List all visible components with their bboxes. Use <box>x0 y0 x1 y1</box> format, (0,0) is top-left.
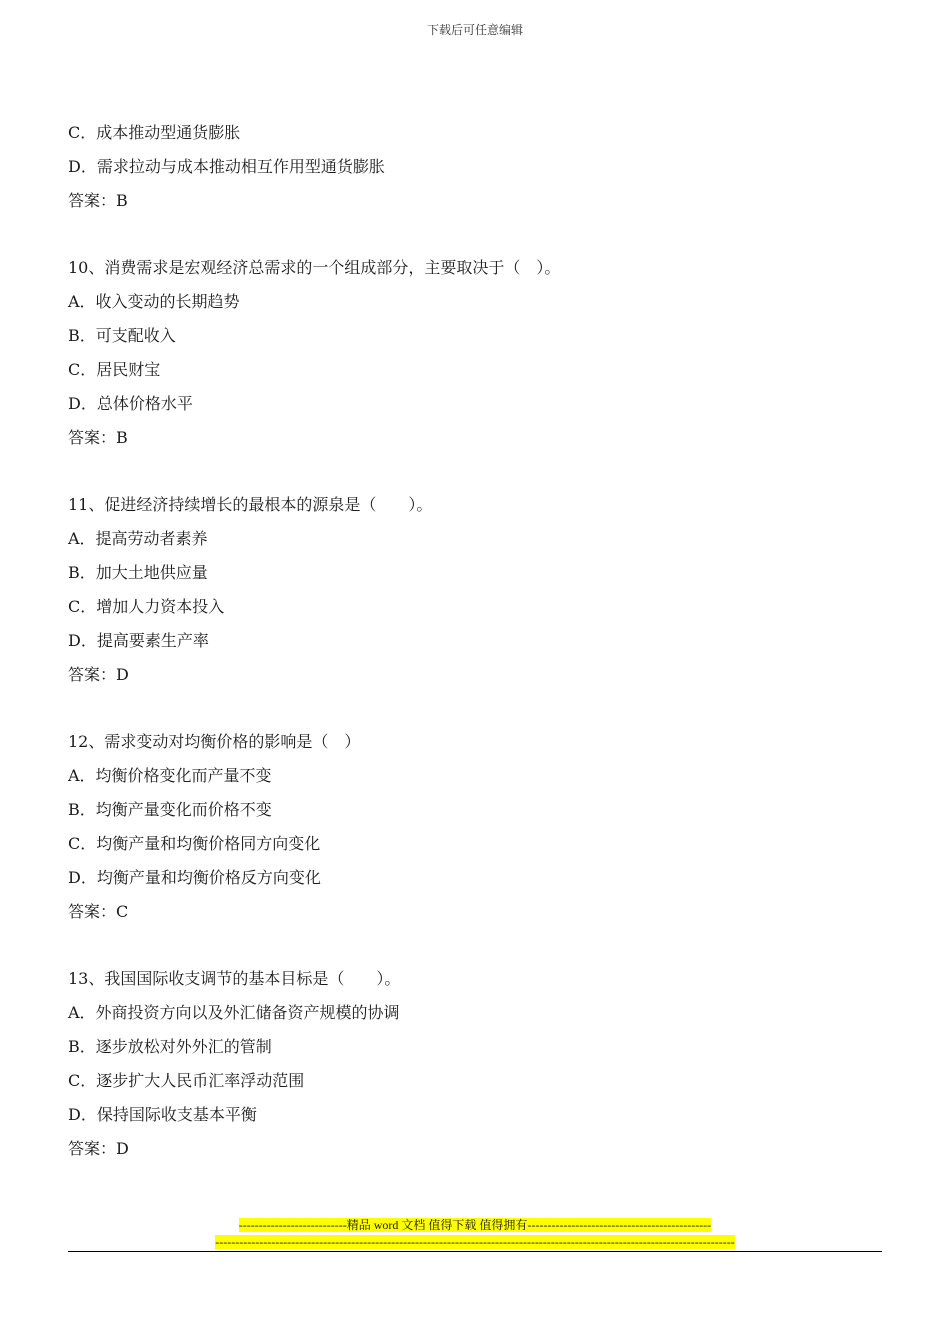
question-text: 10、消费需求是宏观经济总需求的一个组成部分，主要取决于（ ）。 <box>68 258 561 277</box>
option-d: D．总体价格水平 <box>68 394 193 413</box>
footer-highlight-2: ---------------------------------------------------------------------------------------------------------------------------------- <box>215 1235 735 1249</box>
option-d: D．保持国际收支基本平衡 <box>68 1105 257 1124</box>
option-a: A．提高劳动者素养 <box>68 529 208 548</box>
option-d: D．提高要素生产率 <box>68 631 209 650</box>
answer: 答案：C <box>68 902 129 921</box>
option-a: A．收入变动的长期趋势 <box>68 292 240 311</box>
option-a: A．均衡价格变化而产量不变 <box>68 766 272 785</box>
option-d: D．均衡产量和均衡价格反方向变化 <box>68 868 321 887</box>
option-b: B．加大土地供应量 <box>68 563 208 582</box>
question-text: 12、需求变动对均衡价格的影响是（ ） <box>68 732 361 751</box>
option-c: C．逐步扩大人民币汇率浮动范围 <box>68 1071 305 1090</box>
question-text: 11、促进经济持续增长的最根本的源泉是（ ）。 <box>68 495 433 514</box>
footer-rule <box>68 1251 882 1252</box>
option-d: D．需求拉动与成本推动相互作用型通货膨胀 <box>68 157 385 176</box>
option-c: C．增加人力资本投入 <box>68 597 225 616</box>
page-header: 下载后可任意编辑 <box>426 23 523 37</box>
footer-banner-line-1 <box>0 1218 950 1232</box>
footer-banner-line-2 <box>0 1235 950 1249</box>
question-block-12 <box>68 728 888 932</box>
option-b: B．可支配收入 <box>68 326 176 345</box>
document-body <box>68 119 888 1169</box>
option-c: C．成本推动型通货膨胀 <box>68 123 241 142</box>
answer: 答案：D <box>68 1139 129 1158</box>
option-a: A．外商投资方向以及外汇储备资产规模的协调 <box>68 1003 400 1022</box>
option-c: C．均衡产量和均衡价格同方向变化 <box>68 834 321 853</box>
question-block-10 <box>68 254 888 458</box>
question-block-13 <box>68 965 888 1169</box>
option-b: B．逐步放松对外外汇的管制 <box>68 1037 272 1056</box>
answer: 答案：B <box>68 191 128 210</box>
footer-highlight-1: ---------------------------精品 word 文档 值得下载 值得拥有---------------------------------------------- <box>238 1218 712 1232</box>
question-block-9-tail <box>68 119 888 221</box>
answer: 答案：D <box>68 665 129 684</box>
answer: 答案：B <box>68 428 128 447</box>
option-b: B．均衡产量变化而价格不变 <box>68 800 272 819</box>
question-text: 13、我国国际收支调节的基本目标是（ ）。 <box>68 969 401 988</box>
option-c: C．居民财宝 <box>68 360 161 379</box>
question-block-11 <box>68 491 888 695</box>
